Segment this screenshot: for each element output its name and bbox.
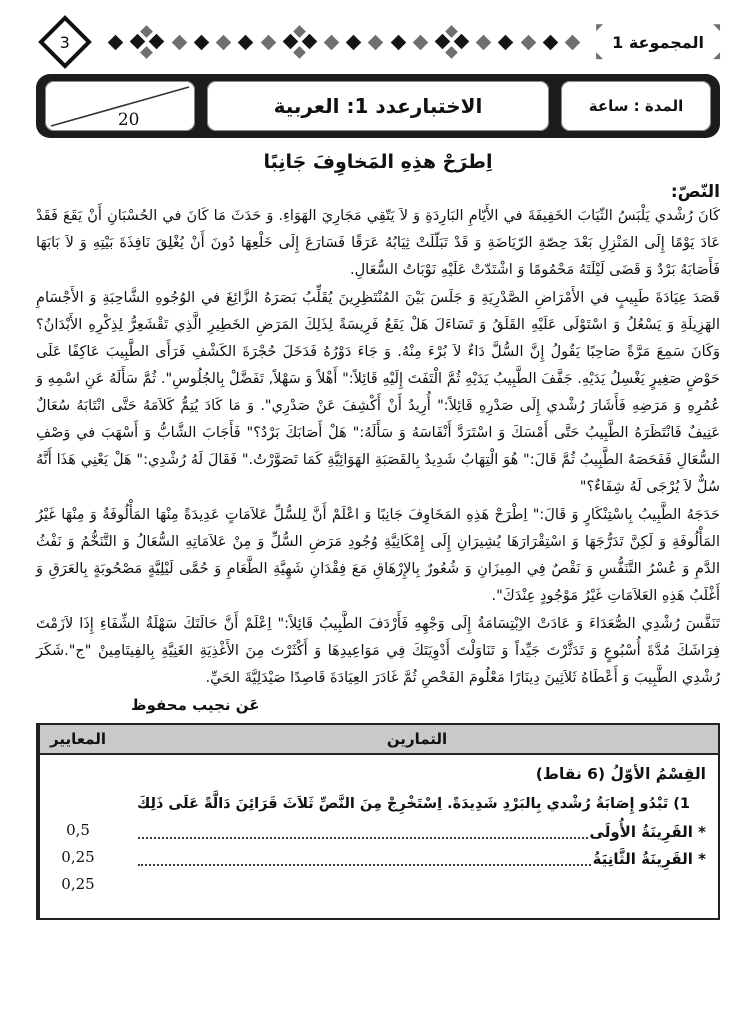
text-body <box>36 203 720 692</box>
corner-mark-icon: ◣ <box>596 50 604 61</box>
ornament-diamond-icon <box>171 34 187 50</box>
mark-value: 0,25 <box>61 848 95 866</box>
exercises-cell <box>116 755 718 918</box>
text-title: اِطرَحْ هذِهِ المَخاوِفَ جَانِبًا <box>263 151 493 173</box>
group-label-text: المجموعة 1 <box>612 32 704 52</box>
page-number: 3 <box>59 32 71 52</box>
ornament-diamond-icon <box>543 34 559 50</box>
answers-area <box>130 819 706 900</box>
exam-title: الاختبارعدد 1: العربية <box>273 94 483 118</box>
ornament-diamond-icon <box>216 34 232 50</box>
ornament-cluster-icon <box>132 27 162 57</box>
answer-line <box>130 846 706 873</box>
ornament-diamond-icon <box>476 34 492 50</box>
ornament-band <box>102 14 586 70</box>
answer-line <box>130 819 706 846</box>
question-1: 1) تَبْدُو إِصَابَةُ رُشْدي بِالبَرْدِ شَدِيدَةً. اِسْتَخْرِجْ مِنَ النَّصِّ ثَلاَثَ قَرَائِنَ دَالَّةً عَلَى ذَلِكَ <box>136 796 690 812</box>
ornament-diamond-icon <box>413 34 429 50</box>
top-strip <box>36 14 720 70</box>
dotted-answer-leader <box>138 864 591 866</box>
text-section-heading: النّصّ: <box>670 182 720 202</box>
answer-label: * القَرِينَةُ الأُولَى <box>589 823 706 841</box>
table-header-row <box>38 725 718 755</box>
text-paragraph: حَدَجَهُ الطَّبِيبُ بِاسْتِنْكَارٍ وَ قَالَ:" اِطْرَحْ هَذِهِ المَخَاوِفَ جَانِبًا وَ اعْلَمْ أَنَّ لِلسُّلِّ عَلاَمَاتٍ عَدِيدَةً مِنْهَا المَأْلُوفَةُ وَ مِنْهَا غَيْرُ المَأْلُوفَةِ وَ لَكِنَّ تَدَرُّجَهَا وَ اسْتِقْرَارَهَا يُشِيرَانِ إِلَى إِمْكَانِيَّةِ وُجُودِ مَرَضِ السُّلِّ وَ مِنْ عَلاَمَاتِهِ السُّعَالُ وَ التَّنَخُّمُ وَ نَفْثُ الدَّمِ وَ عُسْرُ التَّنَفُّسِ وَ نَقْصٌ فِي المِيزَانِ وَ شُعُورٌ بِالإِرْهَاقِ مَعَ فِقْدَانِ شَهِيَّةِ الطَّعَامِ وَ حُمَّى لَيْلِيَّةٍ مَصْحُوبَةٍ بِالعَرَقِ وَ أَغْلَبُ هَذِهِ العَلاَمَاتِ غَيْرُ مَوْجُودٍ عِنْدَكَ". <box>36 507 720 604</box>
exercises-table <box>36 723 720 920</box>
ornament-diamond-icon <box>108 34 124 50</box>
ornament-diamond-icon <box>565 34 581 50</box>
answer-label: * القَرِينَةُ الثَّانِيَةُ <box>592 850 706 868</box>
section-title: القِسْمُ الأوّلُ (6 نقاط) <box>535 765 706 783</box>
ornament-diamond-icon <box>194 34 210 50</box>
ornament-diamond-icon <box>498 34 514 50</box>
marks-column-values <box>38 755 116 918</box>
score-total: 20 <box>117 110 140 130</box>
ornament-diamond-icon <box>368 34 384 50</box>
ornament-diamond-icon <box>324 34 340 50</box>
ornament-diamond-icon <box>260 34 276 50</box>
dotted-answer-leader <box>138 837 588 839</box>
duration-label: المدة : ساعة <box>588 97 684 115</box>
column-header-criteria: المعايير <box>38 725 116 755</box>
text-paragraph: كَانَ رُشْدي يَلْبَسُ الثّيَابَ الخَفِيفَةَ في الأَيّامِ البَارِدَةِ وَ لاَ يَتّقِي مَجَارِيَ الهَوَاءِ. وَ حَدَثَ مَا كَانَ في الحُسْبَانِ أَنْ يَقَعَ فَقَدْ عَادَ يَوْمًا إِلَى المَنْزِلِ بَعْدَ حِصّةِ الرّيَاضَةِ وَ قَدْ تَبَلّلَتْ ثِيَابُهُ عَرَقًا فَسَارَعَ إِلَى خَلْعِهَا دُونَ أَنْ يُغْلِقَ نَافِذَةَ بَيْتِهِ وَ لاَ بَابَهَا فَأَصَابَهُ بَرْدٌ وَ قَضَى لَيْلَتَهُ مَحْمُومًا وَ اشْتَدّتْ عَلَيْهِ نَوْبَاتُ السُّعَالِ. <box>36 208 720 278</box>
score-box <box>45 81 195 131</box>
exam-title-box <box>207 81 549 131</box>
column-header-exercises: التمارين <box>116 725 718 755</box>
mark-value: 0,25 <box>61 875 95 893</box>
mark-value: 0,5 <box>66 821 90 839</box>
corner-mark-icon: ◥ <box>713 22 720 33</box>
ornament-cluster-icon <box>285 27 315 57</box>
ornament-cluster-icon <box>437 27 467 57</box>
corner-mark-icon: ◢ <box>713 50 720 61</box>
text-paragraph: قَصَدَ عِيَادَةَ طَبِيبٍ في الأَمْرَاضِ الصَّدْرِيَةِ وَ جَلَسَ بَيْنَ المُنْتَظِرِينَ يُقَلِّبُ بَصَرَهُ الزَّائِغَ في الوُجُوهِ الشَّاحِبَةِ وَ الأَجْسَامِ الهَزِيلَةِ وَ يَسْعُلُ وَ اسْتَوْلَى عَلَيْهِ القَلَقُ وَ تَسَاءَلَ هَلْ يَقَعُ فَرِيسَةً لِذَلِكَ المَرَضِ الخَطِيرِ الَّذِي تَقْشَعِرُّ لِذِكْرِهِ الأَبْدَانُ؟ وَكَانَ سَمِعَ مَرَّةً صَاحِبًا يَقُولُ إِنَّ السُّلَّ دَاءٌ لاَ بُرْءَ مِنْهُ. وَ جَاءَ دَوْرُهُ فَدَخَلَ حُجْرَةَ الكَشْفِ فَرَأَى الطَّبِيبَ عَاكِفًا عَلَى حَوْضٍ صَغِيرٍ يَغْسِلُ يَدَيْهِ. جَفَّفَ الطَّبِيبُ يَدَيْهِ ثُمَّ الْتَفَتَ إِلَيْهِ قَائِلاً:" أَهْلاً وَ سَهْلاً, تَفَضَّلْ بِالجُلُوسِ". ثُمَّ سَأَلَهُ عَنِ اسْمِهِ وَ عُمُرِهِ وَ مَرَضِهِ فَأَشَارَ رُشْدي إِلَى صَدْرِهِ قَائِلاً:" أُرِيدُ أَنْ أَكْشِفَ عَنْ صَدْرِي". وَ مَا كَادَ يُتِمُّ كَلاَمَهُ حَتَّى انْتَابَهُ سُعَالٌ عَنِيفٌ فَانْتَظَرَهُ الطَّبِيبُ حَتَّى أَمْسَكَ وَ اسْتَرَدَّ أَنْفَاسَهُ وَ سَأَلَهُ:" هَلْ أَصَابَكَ بَرْدٌ؟" فَأَجَابَ الشَّابُّ وَ أَسْهَبَ في وَصْفِ السُّعَالِ فَفَحَصَهُ الطَّبِيبُ ثُمَّ قَالَ:" هُوَ الْتِهَابٌ شَدِيدٌ بِالقَصَبَةِ الهَوَائِيَّةِ كَمَا تَصَوَّرْتُ." فَقَالَ لَهُ رُشْدِي:" هَلْ يَعْنِي هَذَا أَنَّهُ سُلٌّ لاَ يُرْجَى لَهُ شِفَاءٌ؟" <box>36 290 720 495</box>
answer-line <box>130 873 706 900</box>
ornament-diamond-icon <box>238 34 254 50</box>
group-label <box>596 24 720 61</box>
table-body-row <box>38 755 718 918</box>
page-number-diamond <box>38 15 92 69</box>
attribution: عَن نجيب محفوظ <box>131 696 260 714</box>
text-paragraph: تَنَفَّسَ رُشْدِي الصُّعَدَاءَ وَ عَادَتْ الاِبْتِسَامَةُ إِلَى وَجْهِهِ فَأَرْدَفَ الطَّبِيبُ قَائِلاً:" اِعْلَمْ أَنَّ حَالَتَكَ سَهْلَةُ الشِّفَاءِ إِذَا لاَزَمْتَ فِرَاشَكَ مُدَّةَ أُسْبُوعٍ وَ تَدَثَّرْتَ جَيِّداً وَ تَنَاوَلْتَ أَدْوِيَتَكَ فِي مَوَاعِيدِهَا وَ أَكْثَرْتَ مِنَ الأَغْذِيَةِ الغَنِيَّةِ بِالفِيتَامِينْ "ج".شَكَرَ رُشْدِي الطَّبِيبَ وَ أَعْطَاهُ ثَلاَثِينَ دِينَارًا مَعْلُومَ الفَحْصِ ثُمَّ غَادَرَ العِيَادَةَ قَاصِدًا صَيْدَلِيَّةَ الحَيِّ. <box>36 616 720 686</box>
ornament-diamond-icon <box>390 34 406 50</box>
ornament-diamond-icon <box>346 34 362 50</box>
duration-box <box>561 81 711 131</box>
exam-header-band <box>36 74 720 138</box>
ornament-diamond-icon <box>520 34 536 50</box>
corner-mark-icon: ◤ <box>596 22 604 33</box>
